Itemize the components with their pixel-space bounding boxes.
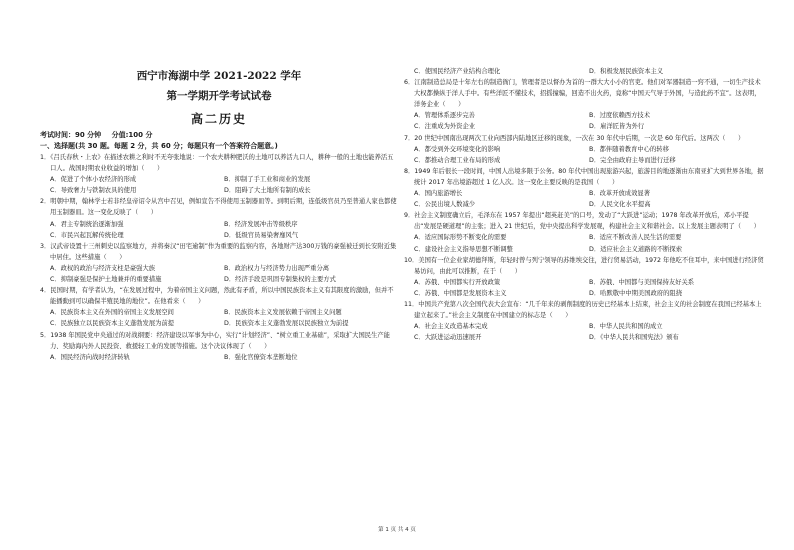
answer-option: B．民族资本主义发展依赖于帝国主义问题: [224, 309, 342, 317]
question: [404, 66, 764, 77]
answer-option: B．改革开放成效显著: [589, 190, 650, 198]
answer-option: D．积极发展民族资本主义: [589, 68, 664, 75]
question: [404, 133, 764, 166]
answer-option: C．注重成为外资企业: [414, 123, 476, 131]
answer-option: B．都伴随着教育中心的转移: [589, 145, 669, 153]
answer-option: B．适应不断改善人民生活的需要: [589, 234, 682, 242]
question-options: [40, 174, 398, 196]
answer-option: D．完全由政府主导而进行迁移: [589, 156, 676, 164]
page-footer: 第 1 页 共 4 页: [378, 527, 416, 533]
answer-option: B．政治权力与经济势力出现严重分离: [224, 264, 330, 272]
answer-option: B．抑制了手工业和商业的发展: [224, 176, 311, 184]
answer-option: A．国内旅游增长: [414, 190, 463, 198]
question-options: [40, 263, 398, 285]
answer-option: A．管理体系逐步完善: [414, 112, 475, 120]
answer-option: C．都推动合理工业布局的形成: [414, 156, 501, 164]
question-stem: 6．江南制造总局是十年左右的制造衙门，管理者是以督办为首的一群大大小小的官吏。他们对军器制造一窍不通，一切生产技术大权都操纵于洋人手中。有些洋匠不懂技术，招摇撞骗，回造不出火药，竟称“中国天气导于外国，与造此药不宜”。这表明，洋务企业（ ）: [404, 79, 761, 109]
section-heading: 一、选择题(共 30 题。每题 2 分，共 60 分；每题只有一个答案符合题意。): [40, 142, 278, 150]
question: [40, 152, 398, 196]
subject-title: 高二历史: [190, 112, 247, 126]
answer-option: C．苏俄、中国都是发展资本主义: [414, 289, 507, 297]
answer-option: C．使国民经济产业结构合理化: [414, 68, 501, 75]
answer-option: C．公民出境人数减少: [414, 201, 476, 209]
answer-option: D．民族资本主义蓬勃发展以民族独立为前提: [224, 320, 349, 328]
question-stem: 10．美国有一位企业家胡德拜斯，年轻时曾与列宁领导的苏维埃交往，进行贸易活动，1972 年他吃不住耳中，来中国进行经济贸易访问，由此可以推断，在于（ ）: [404, 256, 764, 275]
question-stem: 1．《吕氏春秋・上农》在描述农耕之利时不无夸张地说：一个农夫耕种肥沃的土地可以养活九口人，耕种一般的土地也能养活五口人。战国时期农业收益的增加（ ）: [40, 154, 394, 173]
answer-option: B．过度依赖西方技术: [589, 112, 650, 120]
answer-option: A．适应国际形势不断变化的需要: [414, 234, 507, 242]
answer-option: A．国民经济向战时经济转轨: [50, 353, 130, 361]
question-stem: 11．中国共产党第八次全国代表大会宣布：“几千年来的剥削制度的历史已经基本上结束，社会主义的社会制度在我国已经基本上建立起来了。”社会主义制度在中国建立的标志是（ ）: [404, 300, 762, 320]
right-question-list: [404, 66, 764, 343]
question-options: [40, 219, 398, 241]
answer-option: B．经济发展冲击等级秩序: [224, 220, 298, 228]
question-options: [404, 188, 764, 210]
answer-option: A．政权的政治与经济支柱是豪强大族: [50, 264, 156, 272]
question: [404, 299, 764, 343]
answer-option: A．都受到外交环境变化的影响: [414, 145, 501, 153]
answer-option: A．苏俄、中国都实行开放政策: [414, 278, 501, 286]
school-title: 西宁市海湖中学 2021-2022 学年: [136, 70, 302, 82]
question: [404, 166, 764, 210]
answer-option: D．适应社会主义道路的不断探索: [589, 245, 683, 253]
question-options: [404, 110, 764, 132]
answer-option: D．《中华人民共和国宪法》颁布: [589, 334, 679, 342]
question-options: [404, 66, 764, 77]
question-options: [404, 321, 764, 343]
answer-option: A．社会主义改造基本完成: [414, 323, 488, 331]
question-options: [40, 352, 398, 363]
question: [40, 330, 398, 363]
exam-title: 第一学期开学考试试卷: [166, 90, 272, 102]
question-options: [404, 277, 764, 299]
question-stem: 2．明朝中期，翰林学士若非经皇帝诏令从宫中召见，例如宣告不得使用玉制器皿等。到明后期，连低级官员乃至普通人家也都使用玉制器皿。这一变化反映了（ ）: [40, 198, 397, 217]
question-options: [404, 232, 764, 254]
question-options: [40, 307, 398, 329]
answer-option: A．君主专制统治逐渐加强: [50, 220, 124, 228]
answer-option: B．中华人民共和国的成立: [589, 323, 663, 331]
question-stem: 4．民国时期，有学者认为，“在发展过程中，为着帝国主义问题，然此有矛盾，所以中国民族资本主义有其限度的激励，但并不能播動到可以确保半殖民地的地位”。在他看来（ ）: [40, 287, 394, 306]
answer-option: D．阻碍了大土地所有制的成长: [224, 187, 311, 195]
left-column: [40, 68, 398, 363]
answer-option: A．促进了个体小农经济的形成: [50, 176, 137, 184]
question: [404, 77, 764, 132]
answer-option: C．导致奢力与铁制农具的使用: [50, 187, 137, 195]
answer-option: D．雇洋匠皆为外行: [589, 123, 645, 131]
answer-option: C．建设社会主义指导思想不断调整: [414, 245, 513, 253]
question-stem: 3．汉武帝设置十三州刺史以监察地方，并将秦汉“田宅逾制”作为重要的监察内容，各地财产达300万钱的豪强被迁到长安附近集中居住。这些措施（ ）: [40, 242, 397, 261]
question: [40, 285, 398, 329]
answer-option: B．苏俄、中国都与美国保持友好关系: [589, 278, 695, 286]
answer-option: C．抑制豪强是保护土地兼并的重要措施: [50, 276, 162, 284]
answer-option: D．哈默敬中中期美国政府的阻挠: [589, 289, 683, 297]
answer-option: C．大跃进运动迅速展开: [414, 334, 482, 342]
answer-option: A．民族资本主义在外国的帝国主义发展空间: [50, 309, 174, 317]
exam-time: 考试时间：90 分钟: [40, 131, 102, 139]
answer-option: B．强化官僚资本垄断地位: [224, 353, 298, 361]
exam-score: 分值:100 分: [111, 131, 153, 139]
answer-option: D．人民文化水平提高: [589, 201, 651, 209]
exam-meta: [40, 130, 398, 141]
right-column: [404, 66, 764, 343]
answer-option: D．经济手段是巩固专制集权的主要方式: [224, 276, 336, 284]
answer-option: C．市民兴起瓦解传统伦理: [50, 231, 124, 239]
question-stem: 5．1938 年国民党中央通过的对战纲要：经济建设以军事为中心，实行“计划经济”、“树立重工业基础”，采取扩大国民生产能力、奖励海内外人民投资、救援轻工业的发展等措施。这个决议体现了（ ）: [40, 331, 390, 350]
question-stem: 7．20 世纪中国南出现两次工业向西部内陆地区迁移的现象，一次在 30 年代中后期，一次是 60 年代后。这两次（ ）: [404, 134, 745, 142]
question-stem: 9．社会主义制度确立后，毛泽东在 1957 年提出“超英赶美”的口号，发动了“大跃进”运动；1978 年改革开放后，邓小平提出“发展是硬道理”的主张；进入 21 世纪后，党中央提出科学发展观，构建社会主义和谐社会。以上发展主题表明了（ ）: [404, 212, 760, 231]
answer-option: D．低级官员易染奢靡风气: [224, 231, 299, 239]
question-stem: 8．1949 年后很长一段时间，中国人出境多限于公务。80 年代中国出现旅游兴起，旅游目的地逐渐由东南亚扩大到世界各地，据统计 2017 年出境游超过 1 亿人次。这一变化主要反映的是我国（ ）: [404, 167, 764, 186]
question: [40, 241, 398, 285]
question: [404, 255, 764, 299]
answer-option: C．民族独立以民族资本主义蓬勃发展为前提: [50, 320, 175, 328]
left-question-list: [40, 152, 398, 363]
question: [404, 210, 764, 254]
question-options: [404, 144, 764, 166]
question: [40, 196, 398, 240]
